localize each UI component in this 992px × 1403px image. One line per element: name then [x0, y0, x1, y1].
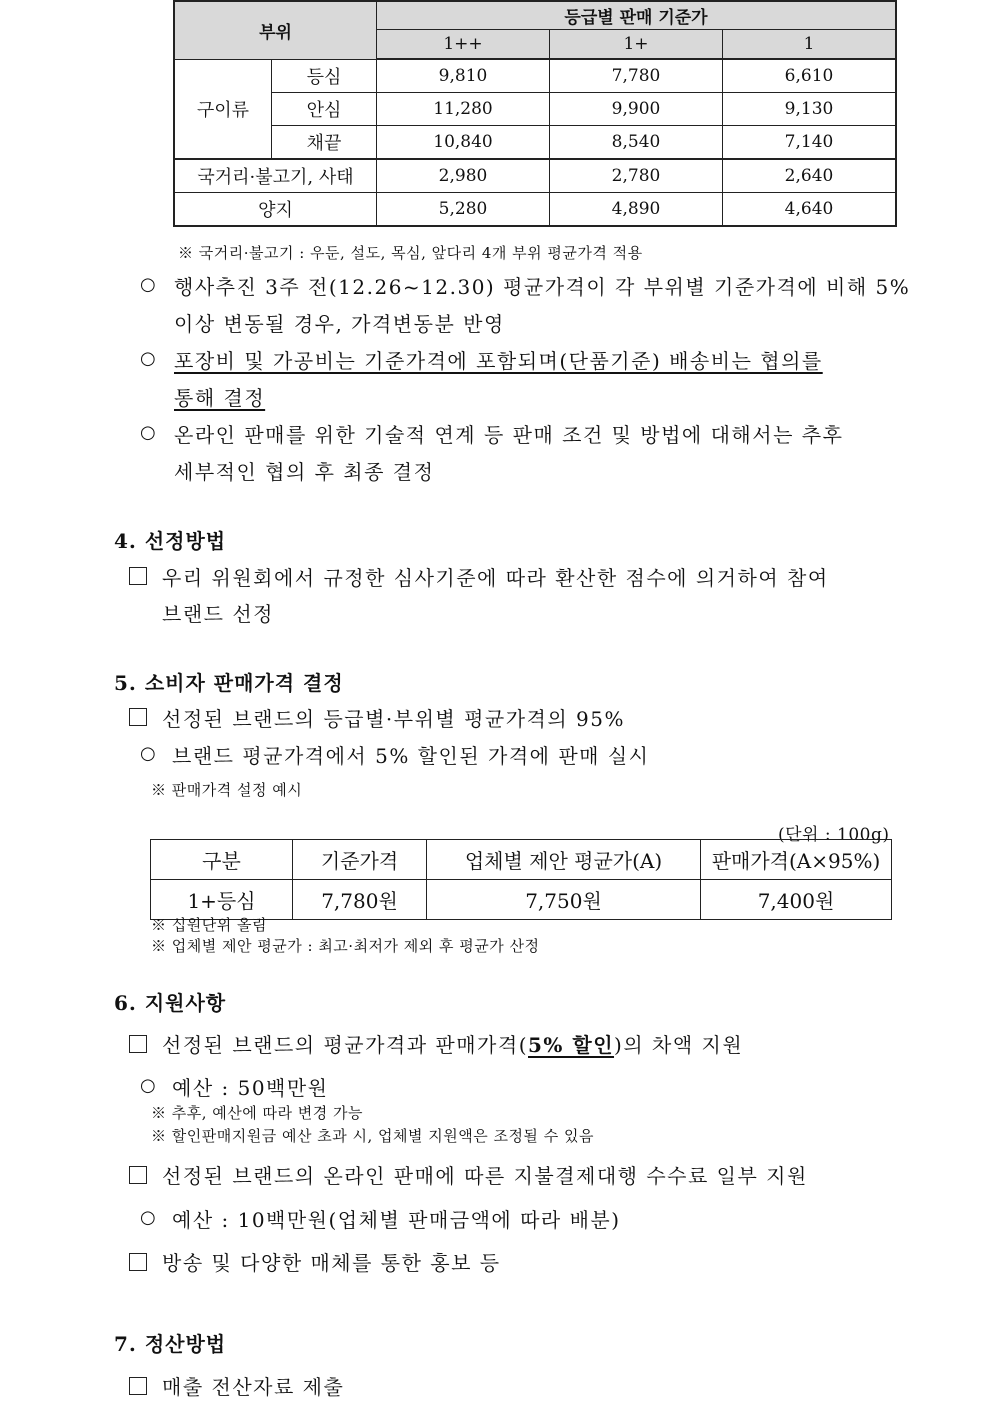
part-cell: 국거리·불고기, 사태: [174, 159, 377, 193]
bullet-text: 온라인 판매를 위한 기술적 연계 등 판매 조건 및 방법에 대해서는 추후: [174, 423, 844, 447]
unit-label: (단위 : 100g): [778, 825, 890, 845]
section5-heading: 5. 소비자 판매가격 결정: [114, 671, 344, 695]
example-cell: 7,750원: [427, 880, 701, 920]
circle-bullet-icon: ○: [140, 422, 156, 443]
circle-bullet-icon: ○: [140, 743, 156, 764]
checkbox-icon: [129, 1377, 147, 1395]
section6-item3: 방송 및 다양한 매체를 통한 홍보 등: [162, 1251, 501, 1275]
section4-text: 브랜드 선정: [162, 602, 274, 626]
price-cell: 2,640: [723, 159, 897, 193]
section6-item1-emphasis: 5% 할인: [528, 1033, 615, 1057]
section6-item2: 선정된 브랜드의 온라인 판매에 따른 지불결제대행 수수료 일부 지원: [162, 1164, 808, 1188]
example-cell: 7,400원: [701, 880, 892, 920]
section6-item1-pre: 선정된 브랜드의 평균가격과 판매가격(: [162, 1033, 528, 1057]
header-grade: 1++: [377, 30, 550, 60]
price-cell: 9,900: [550, 93, 723, 126]
example-note: ※ 판매가격 설정 예시: [151, 781, 303, 799]
header-part: 부위: [174, 1, 377, 59]
section4-heading: 4. 선정방법: [114, 529, 227, 553]
part-cell: 채끝: [272, 126, 377, 160]
section6-heading: 6. 지원사항: [114, 991, 227, 1015]
footnote: ※ 업체별 제안 평균가 : 최고·최저가 제외 후 평균가 산정: [151, 937, 540, 955]
price-cell: 2,980: [377, 159, 550, 193]
price-cell: 10,840: [377, 126, 550, 160]
header-grade: 1+: [550, 30, 723, 60]
example-header: 업체별 제안 평균가(A): [427, 840, 701, 880]
bullet-text: 행사추진 3주 전(12.26~12.30) 평균가격이 각 부위별 기준가격에 비해 5%: [174, 275, 911, 299]
header-grade: 1: [723, 30, 897, 60]
part-cell: 등심: [272, 59, 377, 93]
table-note: ※ 국거리·불고기 : 우둔, 설도, 목심, 앞다리 4개 부위 평균가격 적용: [178, 244, 643, 262]
checkbox-icon: [129, 1166, 147, 1184]
section7-item1: 매출 전산자료 제출: [162, 1375, 345, 1399]
circle-bullet-icon: ○: [140, 1075, 156, 1096]
part-cell: 양지: [174, 193, 377, 227]
checkbox-icon: [129, 1253, 147, 1271]
group-label: 구이류: [174, 59, 272, 159]
bullet-text: 이상 변동될 경우, 가격변동분 반영: [174, 312, 505, 336]
example-header: 구분: [151, 840, 293, 880]
section7-heading: 7. 정산방법: [114, 1332, 227, 1356]
price-cell: 8,540: [550, 126, 723, 160]
price-cell: 5,280: [377, 193, 550, 227]
checkbox-icon: [129, 1035, 147, 1053]
bullet-text: 통해 결정: [174, 386, 266, 410]
price-cell: 11,280: [377, 93, 550, 126]
price-cell: 7,140: [723, 126, 897, 160]
price-cell: 4,890: [550, 193, 723, 227]
circle-bullet-icon: ○: [140, 348, 156, 369]
price-table: [173, 0, 897, 227]
example-cell: 1+등심: [151, 880, 293, 920]
section6-note: ※ 추후, 예산에 따라 변경 가능: [151, 1104, 363, 1122]
price-cell: 4,640: [723, 193, 897, 227]
checkbox-icon: [129, 708, 147, 726]
example-table: [150, 839, 892, 920]
header-grade-price: 등급별 판매 기준가: [377, 1, 897, 30]
bullet-text: 포장비 및 가공비는 기준가격에 포함되며(단품기준) 배송비는 협의를: [174, 349, 823, 373]
budget1: 예산 : 50백만원: [172, 1076, 329, 1100]
price-cell: 2,780: [550, 159, 723, 193]
section5-box-item: 선정된 브랜드의 등급별·부위별 평균가격의 95%: [162, 707, 625, 731]
section5-circle-item: 브랜드 평균가격에서 5% 할인된 가격에 판매 실시: [172, 744, 650, 768]
checkbox-icon: [129, 567, 147, 585]
price-cell: 9,810: [377, 59, 550, 93]
example-cell: 7,780원: [293, 880, 427, 920]
circle-bullet-icon: ○: [140, 1207, 156, 1228]
bullet-text: 세부적인 협의 후 최종 결정: [174, 460, 435, 484]
price-cell: 7,780: [550, 59, 723, 93]
example-header: 기준가격: [293, 840, 427, 880]
part-cell: 안심: [272, 93, 377, 126]
circle-bullet-icon: ○: [140, 274, 156, 295]
section6-note: ※ 할인판매지원금 예산 초과 시, 업체별 지원액은 조정될 수 있음: [151, 1127, 594, 1145]
budget2: 예산 : 10백만원(업체별 판매금액에 따라 배분): [172, 1208, 621, 1232]
section6-item1: [162, 1029, 743, 1058]
price-cell: 6,610: [723, 59, 897, 93]
example-header: 판매가격(A×95%): [701, 840, 892, 880]
section4-text: 우리 위원회에서 규정한 심사기준에 따라 환산한 점수에 의거하여 참여: [162, 566, 829, 590]
price-cell: 9,130: [723, 93, 897, 126]
section6-item1-post: )의 차액 지원: [614, 1033, 744, 1057]
footnote: ※ 십원단위 올림: [151, 916, 267, 934]
